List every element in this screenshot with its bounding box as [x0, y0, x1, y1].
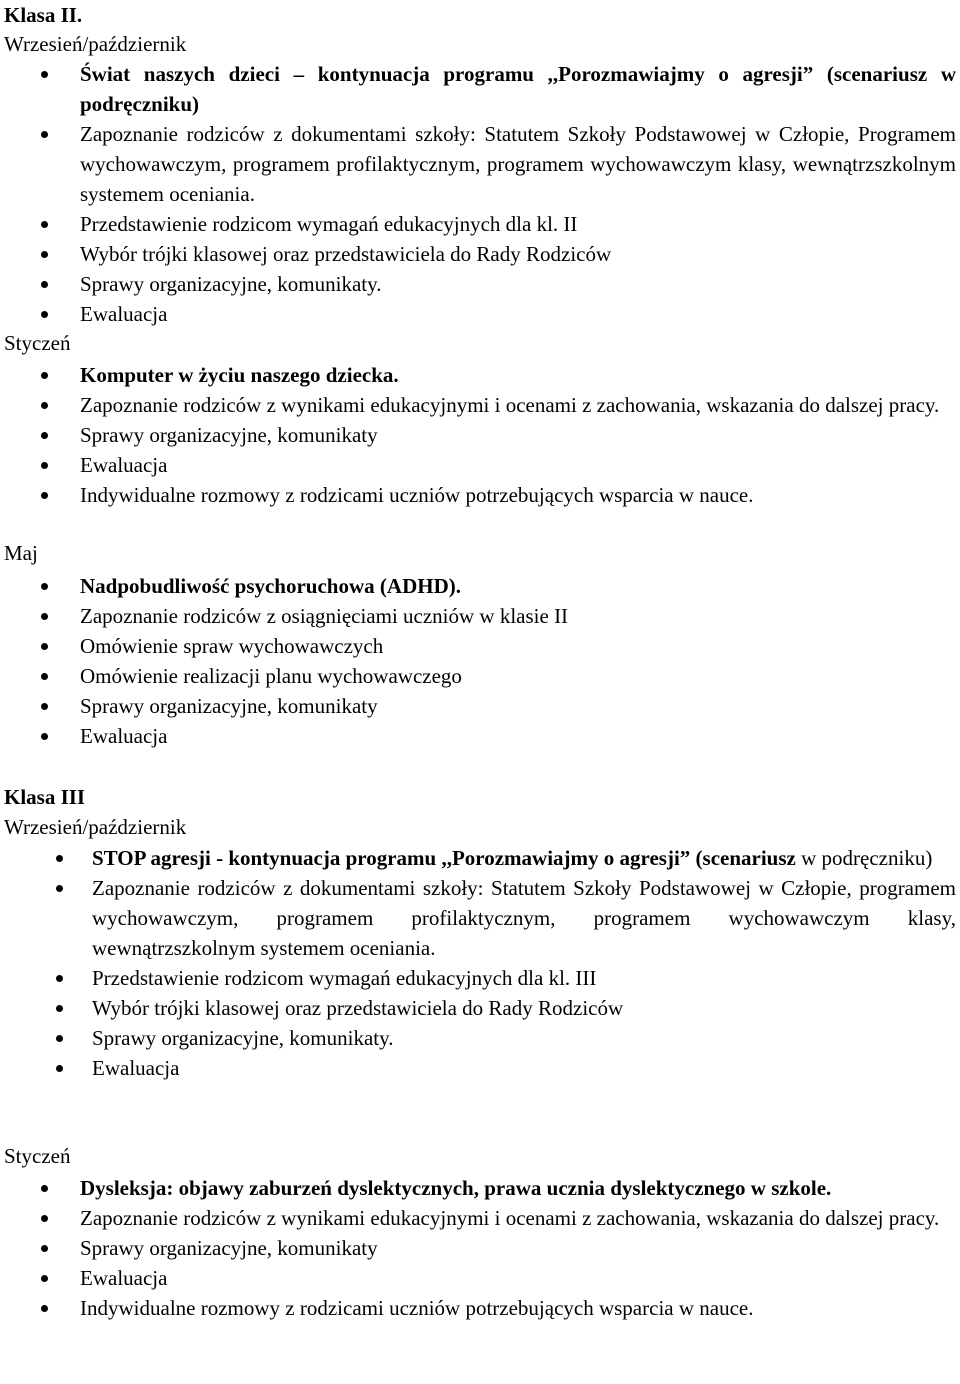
list-item: Omówienie spraw wychowawczych — [4, 631, 956, 661]
klasa3-title: Klasa III — [4, 785, 86, 809]
klasa3-sec2-heading: Styczeń — [4, 1144, 71, 1168]
list-item: Indywidualne rozmowy z rodzicami uczniów potrzebujących wsparcia w nauce. — [4, 480, 956, 510]
list-item: Przedstawienie rodzicom wymagań edukacyjnych dla kl. II — [4, 209, 956, 239]
klasa2-sec2-list — [4, 360, 956, 510]
list-item: Dysleksja: objawy zaburzeń dyslektycznych, prawa ucznia dyslektycznego w szkole. — [4, 1173, 956, 1203]
list-item: Zapoznanie rodziców z wynikami edukacyjnymi i ocenami z zachowania, wskazania do dalszej pracy. — [4, 1203, 956, 1233]
list-item-rest: w podręczniku) — [795, 846, 933, 870]
klasa2-title: Klasa II. — [4, 3, 83, 27]
klasa3-sec1-heading: Wrzesień/październik — [4, 815, 187, 839]
list-item: Zapoznanie rodziców z osiągnięciami uczniów w klasie II — [4, 601, 956, 631]
klasa2-sec2-heading: Styczeń — [4, 331, 71, 355]
list-item — [4, 843, 956, 873]
list-item: Sprawy organizacyjne, komunikaty — [4, 691, 956, 721]
list-item: Ewaluacja — [4, 1263, 956, 1293]
list-item: Komputer w życiu naszego dziecka. — [4, 360, 956, 390]
klasa2-sec3-list — [4, 571, 956, 751]
list-item-bold-part: STOP agresji - kontynuacja programu ,,Porozmawiajmy o agresji” (scenariusz — [92, 846, 796, 870]
klasa2-sec1-heading: Wrzesień/październik — [4, 32, 187, 56]
list-item: Indywidualne rozmowy z rodzicami uczniów potrzebujących wsparcia w nauce. — [4, 1293, 956, 1323]
list-item: Wybór trójki klasowej oraz przedstawiciela do Rady Rodziców — [4, 993, 956, 1023]
list-item: Ewaluacja — [4, 1053, 956, 1083]
list-item: Omówienie realizacji planu wychowawczego — [4, 661, 956, 691]
list-item: Sprawy organizacyjne, komunikaty. — [4, 269, 956, 299]
list-item: Zapoznanie rodziców z wynikami edukacyjnymi i ocenami z zachowania, wskazania do dalszej pracy. — [4, 390, 956, 420]
klasa3-sec1-list — [4, 843, 956, 1083]
list-item: Przedstawienie rodzicom wymagań edukacyjnych dla kl. III — [4, 963, 956, 993]
klasa2-sec3-heading: Maj — [4, 541, 38, 565]
klasa3-sec2-list — [4, 1173, 956, 1323]
list-item: Sprawy organizacyjne, komunikaty — [4, 1233, 956, 1263]
list-item: Świat naszych dzieci – kontynuacja programu ,,Porozmawiajmy o agresji” (scenariusz w podręczniku) — [4, 59, 956, 119]
list-item: Sprawy organizacyjne, komunikaty — [4, 420, 956, 450]
list-item: Wybór trójki klasowej oraz przedstawiciela do Rady Rodziców — [4, 239, 956, 269]
list-item: Sprawy organizacyjne, komunikaty. — [4, 1023, 956, 1053]
list-item: Nadpobudliwość psychoruchowa (ADHD). — [4, 571, 956, 601]
list-item: Ewaluacja — [4, 450, 956, 480]
list-item: Zapoznanie rodziców z dokumentami szkoły: Statutem Szkoły Podstawowej w Człopie, Programem wychowawczym, programem profilaktycznym, programem wychowawczym klasy, wewnątrzszkolnym systemem oceniania. — [4, 119, 956, 209]
list-item: Zapoznanie rodziców z dokumentami szkoły: Statutem Szkoły Podstawowej w Człopie, programem wychowawczym, programem profilaktycznym, programem wychowawczym klasy, wewnątrzszkolnym systemem oceniania. — [4, 873, 956, 963]
list-item: Ewaluacja — [4, 299, 956, 329]
list-item: Ewaluacja — [4, 721, 956, 751]
klasa2-sec1-list — [4, 59, 956, 329]
